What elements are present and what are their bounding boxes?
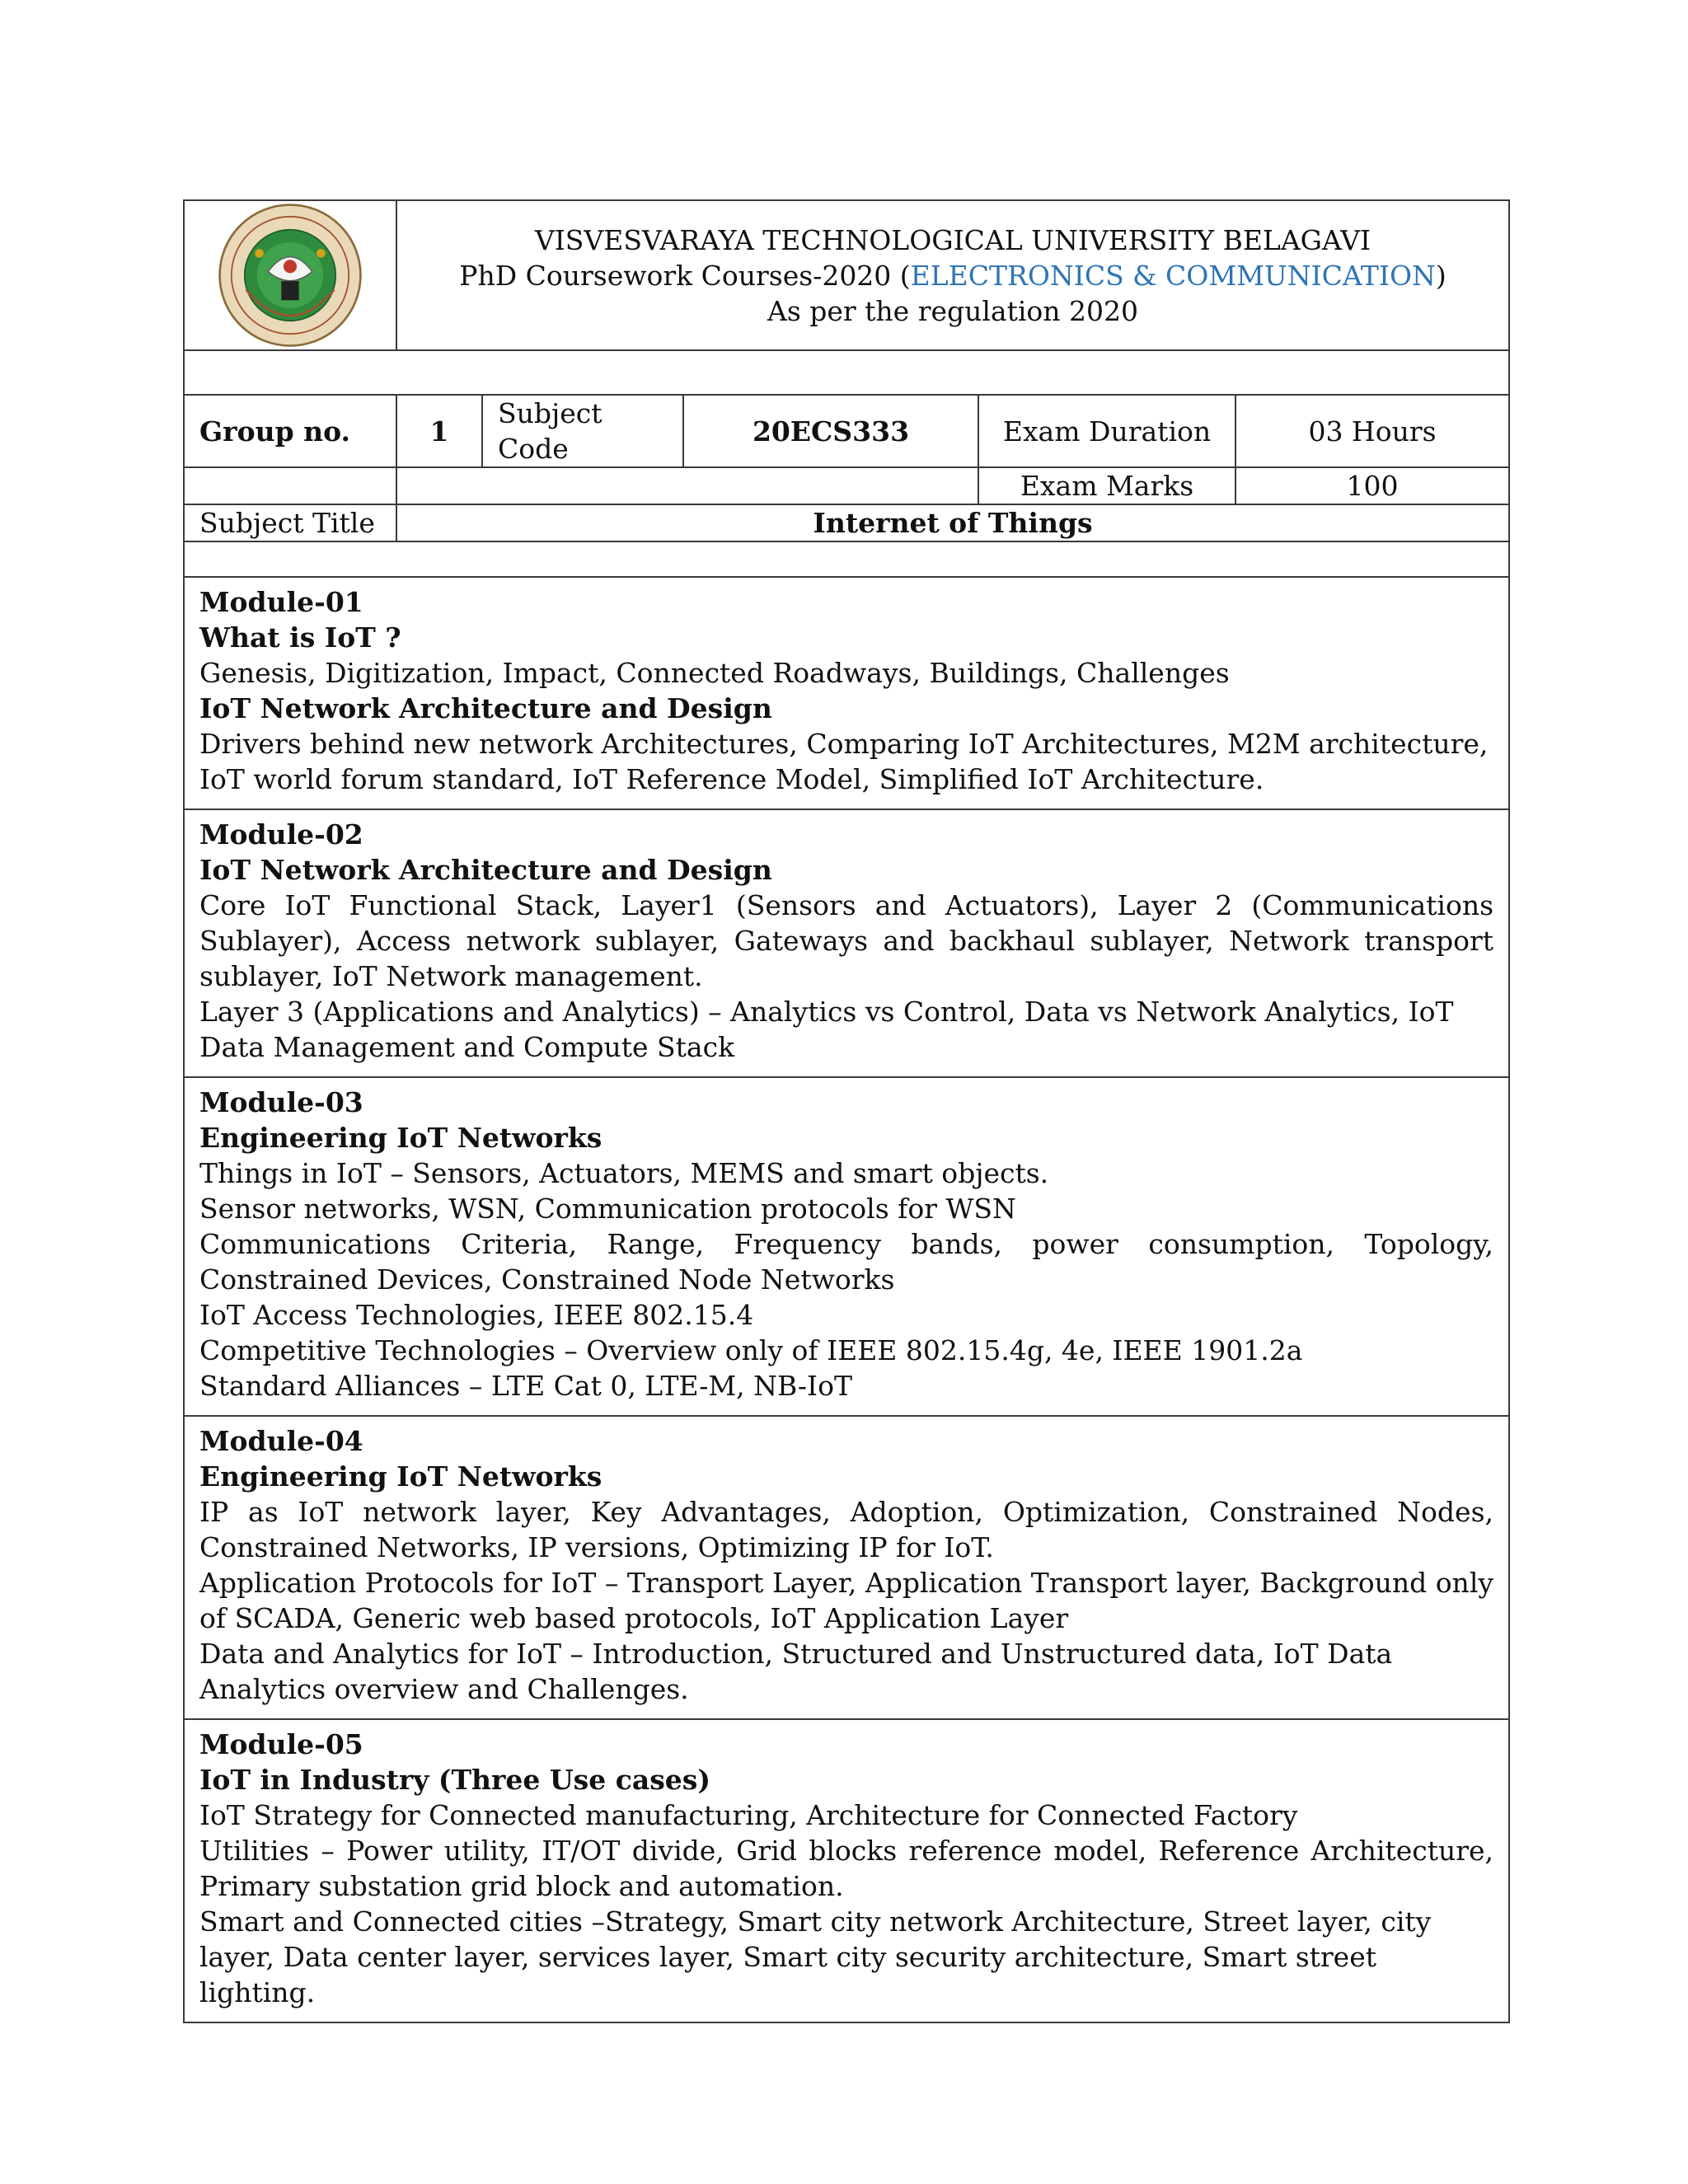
- module-topic-text: Sensor networks, WSN, Communication protocols for WSN: [199, 1193, 1016, 1225]
- module-row: [184, 577, 1509, 809]
- exam-marks-value: 100: [1236, 467, 1509, 504]
- group-value: 1: [396, 395, 482, 467]
- module-topic-heading: Engineering IoT Networks: [199, 1460, 603, 1493]
- course-title: [397, 258, 1508, 293]
- module-title: Module-04: [199, 1425, 363, 1457]
- module-cell: [184, 1416, 1509, 1719]
- module-topic-text: Layer 3 (Applications and Analytics) – Analytics vs Control, Data vs Network Analytics, IoT Data Management and Compute Stack: [199, 996, 1454, 1063]
- module-title: Module-02: [199, 818, 363, 851]
- regulation-text: As per the regulation 2020: [767, 294, 1139, 327]
- module-topic-text: Genesis, Digitization, Impact, Connected Roadways, Buildings, Challenges: [199, 657, 1230, 689]
- group-label: Group no.: [184, 395, 396, 467]
- module-topic-text: Utilities – Power utility, IT/OT divide, Grid blocks reference model, Reference Architecture, Primary substation grid block and automation.: [199, 1835, 1494, 1902]
- module-title: Module-03: [199, 1086, 363, 1118]
- empty-cell: [184, 467, 396, 504]
- module-topic-text: Standard Alliances – LTE Cat 0, LTE-M, NB-IoT: [199, 1370, 852, 1402]
- module-row: [184, 1719, 1509, 2022]
- course-suffix: ): [1435, 259, 1447, 292]
- module-topic-text: Application Protocols for IoT – Transport Layer, Application Transport layer, Background only of SCADA, Generic web based protocols, IoT Application Layer: [199, 1567, 1494, 1634]
- module-cell: [184, 577, 1509, 809]
- module-topic-heading: IoT in Industry (Three Use cases): [199, 1764, 710, 1796]
- module-topic-heading: IoT Network Architecture and Design: [199, 854, 772, 886]
- header-row: [184, 200, 1509, 350]
- module-row: [184, 809, 1509, 1077]
- subject-title-label: Subject Title: [184, 504, 396, 541]
- module-topic-text: IP as IoT network layer, Key Advantages, Adoption, Optimization, Constrained Nodes, Constrained Networks, IP versions, Optimizing IP for IoT.: [199, 1496, 1494, 1563]
- module-cell: [184, 809, 1509, 1077]
- module-title: Module-05: [199, 1728, 363, 1760]
- subject-code-label: Subject Code: [482, 395, 683, 467]
- subject-title-value: Internet of Things: [396, 504, 1509, 541]
- module-topic-text: IoT Access Technologies, IEEE 802.15.4: [199, 1299, 754, 1331]
- spacer-row: [184, 541, 1509, 577]
- exam-marks-label: Exam Marks: [978, 467, 1236, 504]
- module-topic-heading: What is IoT ?: [199, 621, 401, 654]
- module-topic-text: Core IoT Functional Stack, Layer1 (Sensors and Actuators), Layer 2 (Communications Sublayer), Access network sublayer, Gateways and backhaul sublayer, Network transport sublayer, IoT Network management.: [199, 889, 1494, 992]
- syllabus-table: [183, 199, 1510, 2023]
- module-row: [184, 1416, 1509, 1719]
- spacer-cell: [184, 350, 1509, 395]
- course-prefix: PhD Coursework Courses-2020 (: [459, 259, 911, 292]
- module-topic-heading: Engineering IoT Networks: [199, 1122, 603, 1154]
- university-name: VISVESVARAYA TECHNOLOGICAL UNIVERSITY BELAGAVI: [534, 223, 1372, 256]
- module-topic-text: Communications Criteria, Range, Frequency bands, power consumption, Topology, Constrained Devices, Constrained Node Networks: [199, 1228, 1494, 1296]
- modules-section: [184, 577, 1509, 2022]
- logo-cell: [184, 200, 396, 350]
- module-cell: [184, 1719, 1509, 2022]
- module-topic-text: Smart and Connected cities –Strategy, Smart city network Architecture, Street layer, city layer, Data center layer, services layer, Smart city security architecture, Smart street lighting.: [199, 1905, 1432, 2008]
- module-title: Module-01: [199, 586, 363, 618]
- exam-duration-label: Exam Duration: [978, 395, 1236, 467]
- module-topic-heading: IoT Network Architecture and Design: [199, 692, 772, 724]
- module-topic-text: Drivers behind new network Architectures, Comparing IoT Architectures, M2M architecture, IoT world forum standard, IoT Reference Model, Simplified IoT Architecture.: [199, 728, 1489, 795]
- exam-duration-value: 03 Hours: [1236, 395, 1509, 467]
- university-seal-icon: [217, 202, 363, 349]
- spacer-row: [184, 350, 1509, 395]
- syllabus-page: [183, 199, 1508, 2023]
- spacer-cell: [184, 541, 1509, 577]
- module-topic-text: Data and Analytics for IoT – Introduction, Structured and Unstructured data, IoT Data Analytics overview and Challenges.: [199, 1638, 1393, 1705]
- info-row-1: [184, 395, 1509, 467]
- module-topic-text: Competitive Technologies – Overview only of IEEE 802.15.4g, 4e, IEEE 1901.2a: [199, 1334, 1303, 1366]
- module-topic-text: Things in IoT – Sensors, Actuators, MEMS and smart objects.: [199, 1157, 1049, 1189]
- info-row-2: [184, 467, 1509, 504]
- empty-cell: [396, 467, 978, 504]
- module-topic-text: IoT Strategy for Connected manufacturing, Architecture for Connected Factory: [199, 1799, 1298, 1831]
- module-row: [184, 1077, 1509, 1416]
- subject-code-value: 20ECS333: [683, 395, 978, 467]
- university-header: [396, 200, 1509, 350]
- subject-title-row: [184, 504, 1509, 541]
- course-branch: ELECTRONICS & COMMUNICATION: [910, 259, 1436, 292]
- module-cell: [184, 1077, 1509, 1416]
